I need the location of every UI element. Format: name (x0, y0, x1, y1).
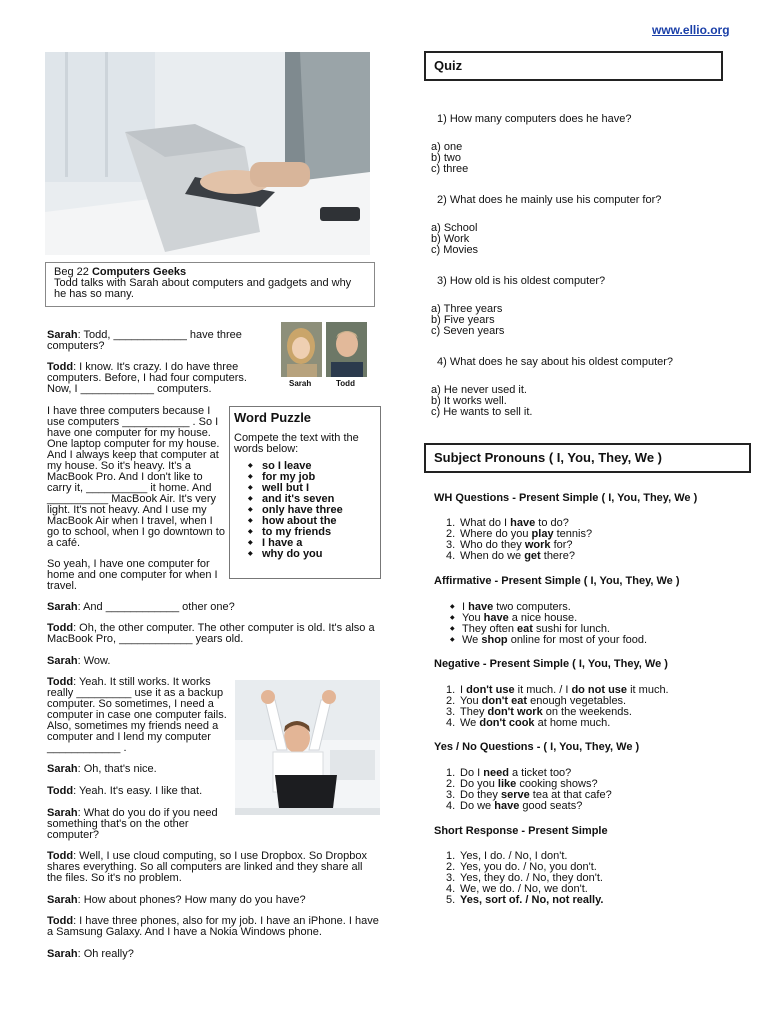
quiz-question-1: 1) How many computers does he have? (437, 113, 632, 125)
lesson-number: Beg 22 (54, 266, 89, 278)
affirmative-item: ◆ You have a nice house. (436, 613, 736, 624)
dialogue-sarah-7: Sarah: Oh really? (47, 948, 134, 960)
happy-man-photo (235, 680, 380, 815)
quiz-option[interactable]: b) It works well. (431, 395, 507, 407)
quiz-question-3: 3) How old is his oldest computer? (437, 275, 606, 287)
wh-item: 4. When do we get there? (446, 550, 575, 562)
dialogue-todd-5: Todd: Yeah. It still works. It works really _________ use it as a backup computer. So sometimes, I need a computer in case one computer fails. Also, sometimes my friends need a computer and I lend my computer ____________ . (47, 676, 227, 754)
word-puzzle-box (229, 406, 381, 579)
dialogue-sarah-2: Sarah: And ____________ other one? (47, 601, 235, 613)
word-item: ◆ for my job (262, 472, 376, 483)
affirmative-item: ◆ We shop online for most of your food. (436, 635, 736, 646)
grammar-title-box (424, 443, 751, 473)
quiz-options-2 (431, 223, 478, 256)
negative-item: 3. They don't work on the weekends. (446, 706, 632, 718)
todd-avatar (326, 322, 367, 377)
quiz-question-4: 4) What does he say about his oldest computer? (437, 356, 674, 368)
dialogue-todd-1: Todd: I know. It's crazy. I do have three computers. Before, I had four computers. Now, I ____________ computers. (47, 361, 247, 395)
word-item: ◆ well but I (262, 483, 376, 494)
dialogue-sarah-4: Sarah: Oh, that's nice. (47, 763, 157, 775)
yes-no-item: 3. Do they serve tea at that cafe? (446, 789, 612, 801)
dialogue-sarah-1: Sarah: Todd, ____________ have three computers? (47, 329, 242, 352)
quiz-option[interactable]: c) three (431, 163, 469, 175)
word-item: ◆ why do you (262, 549, 376, 560)
quiz-option[interactable]: b) Work (431, 233, 470, 245)
lesson-description: Todd talks with Sarah about computers and gadgets and why he has so many. (54, 277, 352, 300)
short-response-heading: Short Response - Present Simple (434, 825, 608, 837)
sarah-caption: Sarah (289, 379, 312, 388)
short-response-item: 5. Yes, sort of. / No, not really. (446, 894, 604, 906)
quiz-title-box (424, 51, 723, 81)
dialogue-sarah-6: Sarah: How about phones? How many do you have? (47, 894, 306, 906)
yes-no-list (436, 768, 736, 812)
dialogue-todd-7: Todd: Well, I use cloud computing, so I use Dropbox. So Dropbox shares everything. So all computers are linked and they share all the files. So it's no problem. (47, 850, 367, 884)
quiz-option[interactable]: c) Seven years (431, 325, 505, 337)
quiz-option[interactable]: b) Five years (431, 314, 495, 326)
word-item: ◆ I have a (262, 538, 376, 549)
sarah-avatar (281, 322, 322, 377)
dialogue-sarah-3: Sarah: Wow. (47, 655, 111, 667)
affirmative-heading: Affirmative - Present Simple ( I, You, They, We ) (434, 575, 680, 587)
dialogue-todd-6: Todd: Yeah. It's easy. I like that. (47, 785, 203, 797)
word-item: ◆ how about the (262, 516, 376, 527)
negative-item: 2. You don't eat enough vegetables. (446, 695, 627, 707)
quiz-option[interactable]: c) He wants to sell it. (431, 406, 533, 418)
dialogue-todd-4: Todd: Oh, the other computer. The other computer is old. It's also a MacBook Pro, ____________ years old. (47, 622, 375, 645)
wh-item: 2. Where do you play tennis? (446, 528, 593, 540)
word-item: ◆ to my friends (262, 527, 376, 538)
quiz-options-3 (431, 304, 504, 337)
wh-list (436, 518, 736, 562)
quiz-option[interactable]: a) Three years (431, 303, 503, 315)
negative-list (436, 685, 736, 729)
word-puzzle-list (234, 461, 376, 560)
quiz-option[interactable]: a) one (431, 141, 463, 153)
dialogue-todd-2: I have three computers because I use computers ___________ . So I have one computer for my house. One laptop computer for my house. And I always keep that computer at my house. So it's heavy. It's a MacBook Pro. And I don't like to carry it, __________ it home. And __________ MacBook Air. It's very light. It's not heavy. And I use my MacBook Air when I travel, when I go to school, when I go downtown to a café. (47, 405, 225, 549)
short-response-item: 2. Yes, you do. / No, you don't. (446, 861, 597, 873)
quiz-option[interactable]: c) Movies (431, 244, 479, 256)
todd-caption: Todd (336, 379, 355, 388)
dialogue-sarah-5: Sarah: What do you do if you need something that's on the other computer? (47, 807, 218, 841)
yes-no-item: 2. Do you like cooking shows? (446, 778, 598, 790)
word-item: ◆ so I leave (262, 461, 376, 472)
word-puzzle-instructions: Compete the text with the words below: (234, 432, 359, 455)
yes-no-item: 4. Do we have good seats? (446, 800, 583, 812)
quiz-options-1 (431, 142, 468, 175)
grammar-title: Subject Pronouns ( I, You, They, We ) (434, 450, 663, 465)
yes-no-heading: Yes / No Questions - ( I, You, They, We ) (434, 741, 640, 753)
quiz-options-4 (431, 385, 532, 418)
quiz-question-2: 2) What does he mainly use his computer for? (437, 194, 662, 206)
affirmative-item: ◆ They often eat sushi for lunch. (436, 624, 736, 635)
quiz-option[interactable]: b) two (431, 152, 461, 164)
quiz-option[interactable]: a) School (431, 222, 478, 234)
quiz-title: Quiz (434, 58, 463, 73)
short-response-item: 3. Yes, they do. / No, they don't. (446, 872, 603, 884)
negative-item: 1. I don't use it much. / I do not use it much. (446, 684, 669, 696)
short-response-item: 4. We, we do. / No, we don't. (446, 883, 588, 895)
lesson-title: Computers Geeks (91, 266, 187, 278)
negative-item: 4. We don't cook at home much. (446, 717, 611, 729)
laptop-photo (45, 52, 370, 255)
wh-item: 1. What do I have to do? (446, 517, 569, 529)
word-puzzle-title: Word Puzzle (234, 410, 312, 425)
wh-item: 3. Who do they work for? (446, 539, 573, 551)
speaker-avatars (281, 322, 369, 388)
affirmative-item: ◆ I have two computers. (436, 602, 736, 613)
dialogue-todd-8: Todd: I have three phones, also for my job. I have an iPhone. I have a Samsung Galaxy. And I have a Nokia Windows phone. (47, 915, 379, 938)
wh-heading: WH Questions - Present Simple ( I, You, They, We ) (434, 492, 698, 504)
quiz-option[interactable]: a) He never used it. (431, 384, 527, 396)
yes-no-item: 1. Do I need a ticket too? (446, 767, 572, 779)
short-response-list (436, 851, 736, 906)
word-item: ◆ and it's seven (262, 494, 376, 505)
affirmative-list (436, 602, 736, 646)
lesson-intro-box (45, 262, 375, 307)
word-item: ◆ only have three (262, 505, 376, 516)
dialogue-todd-3: So yeah, I have one computer for home and one computer for when I travel. (47, 558, 218, 592)
short-response-item: 1. Yes, I do. / No, I don't. (446, 850, 568, 862)
site-link[interactable]: www.ellio.org (652, 23, 730, 37)
negative-heading: Negative - Present Simple ( I, You, They, We ) (434, 658, 668, 670)
